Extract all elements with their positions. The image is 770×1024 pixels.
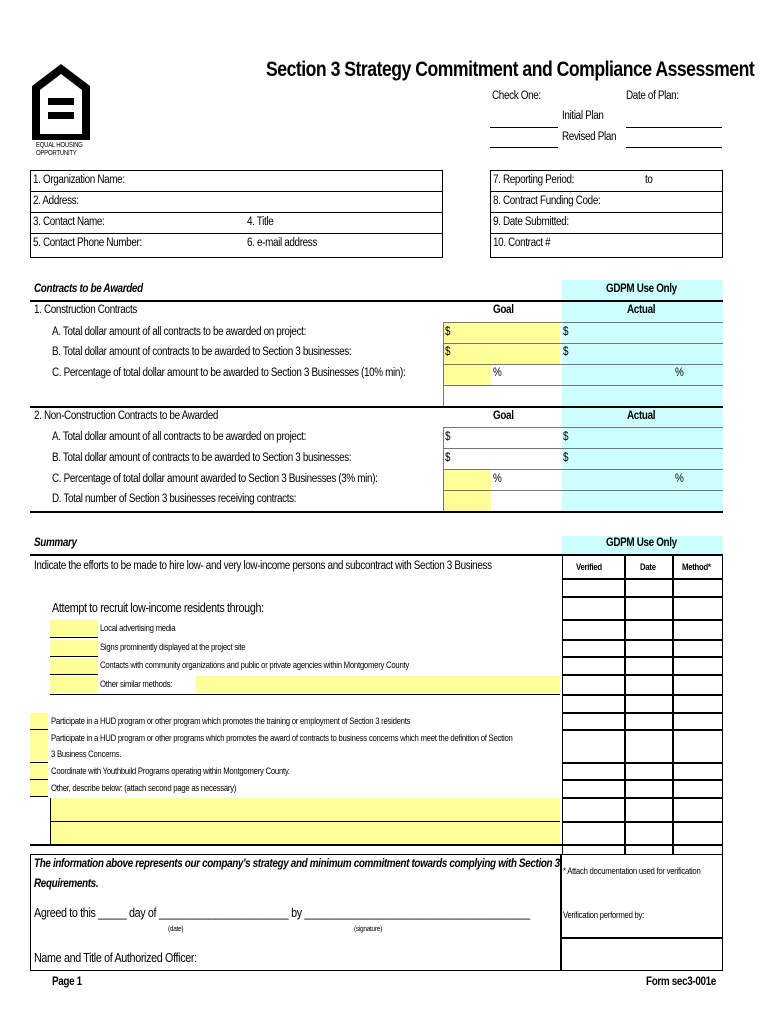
construction-c-goal[interactable] bbox=[443, 364, 491, 385]
hud1-label: Participate in a HUD program or other program which promotes the training or employment of Section 3 residents bbox=[51, 716, 411, 726]
non-construction-a-label: A. Total dollar amount of all contracts to be awarded on project: bbox=[52, 431, 306, 443]
signs-check[interactable] bbox=[50, 640, 98, 657]
reporting-info-box bbox=[490, 170, 723, 258]
date-caption: (date) bbox=[168, 924, 184, 933]
contracts-heading: Contracts to be Awarded bbox=[34, 283, 143, 295]
non-construction-c-label: C. Percentage of total dollar amount awarded to Section 3 Businesses (3% min): bbox=[52, 473, 378, 485]
non-construction-c-goal[interactable] bbox=[443, 470, 491, 490]
local-advertising-check[interactable] bbox=[50, 620, 98, 637]
other-check[interactable] bbox=[30, 780, 48, 796]
check-underline bbox=[30, 729, 48, 730]
name-title-label: Name and Title of Authorized Officer: bbox=[34, 951, 197, 965]
non-construction-d-goal[interactable] bbox=[443, 490, 491, 511]
contacts-check[interactable] bbox=[50, 658, 98, 675]
hud1-check[interactable] bbox=[30, 713, 48, 729]
form-number: Form sec3-001e bbox=[646, 976, 716, 988]
page-number: Page 1 bbox=[52, 976, 82, 988]
grid-line bbox=[443, 385, 723, 386]
date-of-plan-line[interactable] bbox=[626, 127, 722, 128]
goal-header-2: Goal bbox=[493, 410, 514, 422]
construction-a-label: A. Total dollar amount of all contracts to be awarded on project: bbox=[52, 326, 306, 338]
grid-line bbox=[443, 364, 723, 365]
local-advertising-label: Local advertising media bbox=[100, 623, 176, 633]
organization-info-box bbox=[30, 170, 443, 258]
logo-caption-1: EQUAL HOUSING bbox=[36, 142, 83, 149]
grid-line bbox=[443, 427, 444, 511]
dollar-sign: $ bbox=[445, 452, 451, 464]
revised-plan-label: Revised Plan bbox=[562, 131, 617, 143]
youthbuild-label: Coordinate with Youthbuild Programs operating within Montgomery County. bbox=[51, 766, 290, 776]
initial-plan-checkline[interactable] bbox=[490, 127, 558, 128]
grid-line bbox=[560, 937, 723, 939]
contact-name-field[interactable]: 3. Contact Name: 4. Title bbox=[31, 213, 442, 234]
grid-line bbox=[624, 554, 626, 854]
construction-c-label: C. Percentage of total dollar amount to be awarded to Section 3 Businesses (10% min): bbox=[52, 367, 406, 379]
logo-caption-2: OPPORTUNITY bbox=[36, 150, 77, 157]
contract-number-field[interactable]: 10. Contract # bbox=[493, 237, 551, 249]
page-title: Section 3 Strategy Commitment and Compliance Assessment bbox=[266, 58, 755, 81]
org-name-field[interactable]: 1. Organization Name: bbox=[31, 171, 442, 192]
grid-line bbox=[443, 448, 723, 449]
actual-header: Actual bbox=[627, 304, 656, 316]
construction-heading: 1. Construction Contracts bbox=[34, 304, 137, 316]
other-methods-label: Other similar methods: bbox=[100, 679, 173, 689]
section-rule bbox=[30, 511, 723, 513]
contracts-rule bbox=[30, 300, 723, 302]
contact-phone-field[interactable]: 5. Contact Phone Number: 6. e-mail address bbox=[33, 237, 318, 249]
grid-line bbox=[50, 821, 560, 822]
date-submitted-field[interactable]: 9. Date Submitted: bbox=[491, 213, 722, 234]
grid-line bbox=[562, 797, 723, 799]
grid-line bbox=[50, 798, 51, 844]
grid-line bbox=[562, 762, 723, 764]
percent-sign: % bbox=[675, 473, 684, 485]
youthbuild-check[interactable] bbox=[30, 763, 48, 779]
check-underline bbox=[50, 637, 98, 638]
other-methods-field[interactable] bbox=[196, 676, 560, 693]
hud2-label: Participate in a HUD program or other programs which promotes the award of contracts to business concerns which meet the definition of Section bbox=[51, 733, 513, 743]
non-construction-heading: 2. Non-Construction Contracts to be Awarded bbox=[34, 410, 219, 422]
grid-line bbox=[562, 729, 723, 731]
check-one-label: Check One: bbox=[492, 90, 541, 102]
check-underline bbox=[30, 779, 48, 780]
construction-b-goal[interactable] bbox=[443, 343, 560, 364]
grid-line bbox=[562, 821, 723, 823]
equal-housing-logo bbox=[30, 62, 92, 158]
verified-header: Verified bbox=[576, 562, 602, 572]
statement-line-2: Requirements. bbox=[34, 878, 99, 890]
grid-line bbox=[562, 674, 723, 676]
verification-label: Verification performed by: bbox=[563, 910, 645, 920]
signature-caption: (signature) bbox=[354, 924, 383, 933]
grid-line bbox=[443, 427, 723, 428]
section-rule bbox=[30, 844, 723, 846]
funding-code-field[interactable]: 8. Contract Funding Code: bbox=[491, 192, 722, 213]
non-construction-d-label: D. Total number of Section 3 businesses receiving contracts: bbox=[52, 493, 297, 505]
method-header: Method* bbox=[682, 562, 711, 572]
check-underline bbox=[50, 694, 560, 695]
date-of-plan-label: Date of Plan: bbox=[626, 90, 679, 102]
check-underline bbox=[50, 656, 98, 657]
other-methods-check[interactable] bbox=[50, 676, 98, 693]
grid-line bbox=[562, 694, 723, 696]
statement-line-1: The information above represents our company's strategy and minimum commitment towards complying with Section 3 bbox=[34, 858, 560, 870]
dollar-sign: $ bbox=[445, 326, 451, 338]
grid-line bbox=[562, 619, 723, 621]
signs-label: Signs prominently displayed at the project site bbox=[100, 642, 246, 652]
non-construction-b-label: B. Total dollar amount of contracts to be awarded to Section 3 businesses: bbox=[52, 452, 352, 464]
dollar-sign: $ bbox=[563, 326, 569, 338]
grid-line bbox=[562, 779, 723, 781]
grid-line bbox=[672, 554, 674, 854]
reporting-period-field[interactable]: 7. Reporting Period: to bbox=[491, 171, 722, 192]
grid-line bbox=[443, 469, 723, 470]
summary-heading: Summary bbox=[34, 537, 77, 549]
percent-sign: % bbox=[675, 367, 684, 379]
grid-line bbox=[443, 322, 723, 323]
grid-line bbox=[562, 712, 723, 714]
grid-line bbox=[562, 578, 723, 580]
grid-line bbox=[562, 656, 723, 658]
revised-plan-checkline[interactable] bbox=[490, 147, 558, 148]
contacts-label: Contacts with community organizations and public or private agencies within Montgomery County bbox=[100, 660, 409, 670]
construction-b-label: B. Total dollar amount of contracts to be awarded to Section 3 businesses: bbox=[52, 346, 352, 358]
hud2-label-cont: 3 Business Concerns. bbox=[51, 749, 122, 759]
attempt-label: Attempt to recruit low-income residents through: bbox=[52, 601, 264, 615]
grid-line bbox=[443, 322, 444, 406]
check-underline bbox=[50, 674, 98, 675]
gdpm-use-only-label-2: GDPM Use Only bbox=[606, 537, 677, 549]
dollar-sign: $ bbox=[563, 346, 569, 358]
other-label: Other, describe below: (attach second page as necessary) bbox=[51, 783, 237, 793]
grid-line bbox=[562, 596, 723, 598]
dollar-sign: $ bbox=[445, 346, 451, 358]
construction-a-goal[interactable] bbox=[443, 322, 560, 343]
initial-plan-label: Initial Plan bbox=[562, 110, 604, 122]
verification-grid bbox=[562, 554, 723, 854]
grid-line bbox=[560, 854, 562, 971]
goal-header: Goal bbox=[493, 304, 514, 316]
section-rule bbox=[30, 406, 723, 408]
dollar-sign: $ bbox=[563, 431, 569, 443]
dollar-sign: $ bbox=[563, 452, 569, 464]
summary-intro: Indicate the efforts to be made to hire low- and very low-income persons and subcontract with Section 3 Business bbox=[34, 560, 492, 572]
dollar-sign: $ bbox=[445, 431, 451, 443]
actual-header-2: Actual bbox=[627, 410, 656, 422]
date-of-plan-line-2 bbox=[626, 147, 722, 148]
agreed-line[interactable]: Agreed to this _____ day of _______________________ by ________________________________________ bbox=[34, 906, 530, 920]
check-underline bbox=[30, 796, 48, 797]
gdpm-use-only-label: GDPM Use Only bbox=[606, 283, 677, 295]
address-field[interactable]: 2. Address: bbox=[31, 192, 442, 213]
percent-sign: % bbox=[493, 473, 502, 485]
hud2-check[interactable] bbox=[30, 730, 48, 761]
grid-line bbox=[562, 639, 723, 641]
check-underline bbox=[30, 762, 48, 763]
house-icon bbox=[30, 62, 92, 142]
percent-sign: % bbox=[493, 367, 502, 379]
date-header: Date bbox=[640, 562, 656, 572]
grid-line bbox=[443, 490, 723, 491]
grid-line bbox=[443, 343, 723, 344]
attach-note: * Attach documentation used for verification bbox=[563, 866, 701, 876]
